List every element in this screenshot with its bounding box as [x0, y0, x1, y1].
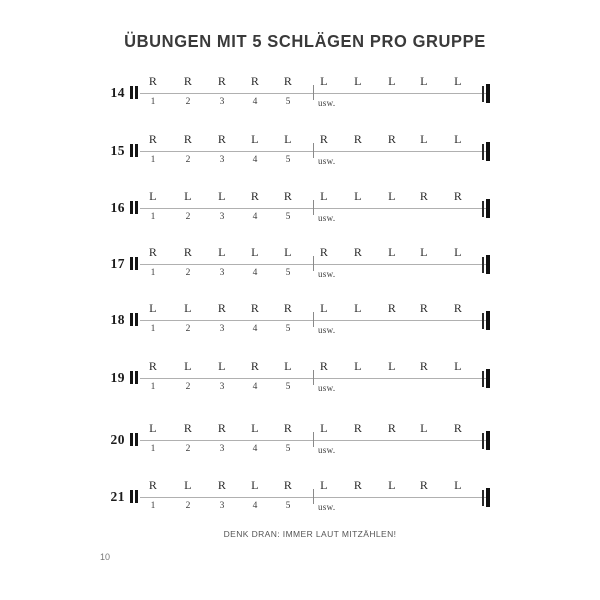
sticking-letter: L [251, 478, 259, 492]
count-number: 3 [219, 268, 225, 278]
sticking-letter: R [183, 74, 193, 88]
group-separator-barline [313, 370, 314, 385]
sticking-letter: R [353, 132, 363, 146]
page-title: ÜBUNGEN MIT 5 SCHLÄGEN PRO GRUPPE [124, 32, 486, 52]
sticking-letter: R [319, 132, 329, 146]
exercise-row [0, 420, 600, 464]
sticking-letter: L [218, 245, 226, 259]
sticking-letter: R [183, 245, 193, 259]
final-barline-icon [481, 199, 491, 218]
count-number: 1 [150, 324, 156, 334]
sticking-letter: R [148, 245, 158, 259]
sticking-letter: L [420, 74, 428, 88]
sticking-letter: R [217, 301, 227, 315]
count-number: 1 [150, 501, 156, 511]
count-number: 5 [285, 268, 291, 278]
sticking-letter: L [320, 189, 328, 203]
begin-double-barline-icon [130, 433, 138, 446]
count-number: 2 [185, 501, 191, 511]
group-separator-barline [313, 312, 314, 327]
count-number: 5 [285, 155, 291, 165]
sticking-letter: R [353, 478, 363, 492]
sticking-letter: L [284, 245, 292, 259]
count-number: 5 [285, 97, 291, 107]
sticking-letter: R [419, 359, 429, 373]
sticking-letter: L [420, 245, 428, 259]
begin-double-barline-icon [130, 313, 138, 326]
count-number: 4 [252, 268, 258, 278]
page-number: 10 [100, 552, 111, 562]
count-number: 3 [219, 324, 225, 334]
sticking-letter: R [183, 132, 193, 146]
sticking-letter: R [453, 421, 463, 435]
final-barline-icon [481, 431, 491, 450]
begin-double-barline-icon [130, 490, 138, 503]
sticking-letter: R [319, 245, 329, 259]
sticking-letter: R [250, 74, 260, 88]
count-number: 5 [285, 212, 291, 222]
exercise-row [0, 244, 600, 288]
sticking-letter: L [354, 189, 362, 203]
sticking-letter: L [454, 359, 462, 373]
sticking-letter: L [251, 132, 259, 146]
count-number: 1 [150, 444, 156, 454]
sticking-letter: R [250, 359, 260, 373]
count-number: 1 [150, 155, 156, 165]
count-number: 3 [219, 501, 225, 511]
sticking-letter: R [148, 74, 158, 88]
exercise-number: 20 [110, 432, 125, 447]
sticking-letter: L [184, 301, 192, 315]
etc-label: usw. [318, 213, 336, 223]
sticking-letter: R [283, 301, 293, 315]
exercise-number: 18 [110, 312, 125, 327]
count-number: 1 [150, 97, 156, 107]
final-barline-icon [481, 488, 491, 507]
sticking-letter: R [387, 301, 397, 315]
count-number: 4 [252, 212, 258, 222]
count-number: 3 [219, 97, 225, 107]
sticking-letter: R [250, 189, 260, 203]
exercise-number: 14 [110, 85, 125, 100]
count-number: 3 [219, 382, 225, 392]
count-number: 1 [150, 382, 156, 392]
sticking-letter: R [283, 421, 293, 435]
count-number: 4 [252, 444, 258, 454]
sticking-letter: L [184, 189, 192, 203]
count-number: 3 [219, 212, 225, 222]
group-separator-barline [313, 85, 314, 100]
count-number: 4 [252, 382, 258, 392]
count-number: 5 [285, 324, 291, 334]
count-number: 1 [150, 212, 156, 222]
sticking-letter: L [218, 189, 226, 203]
sticking-letter: R [148, 478, 158, 492]
exercise-row [0, 300, 600, 344]
sticking-letter: L [388, 478, 396, 492]
count-number: 4 [252, 501, 258, 511]
sticking-letter: L [454, 132, 462, 146]
exercise-number: 21 [110, 489, 125, 504]
sticking-letter: L [388, 189, 396, 203]
group-separator-barline [313, 143, 314, 158]
sticking-letter: R [217, 74, 227, 88]
exercise-number: 15 [110, 143, 125, 158]
sticking-letter: R [387, 132, 397, 146]
sticking-letter: L [284, 132, 292, 146]
sticking-letter: R [217, 421, 227, 435]
count-number: 4 [252, 155, 258, 165]
sticking-letter: R [353, 421, 363, 435]
sticking-letter: L [420, 132, 428, 146]
count-number: 2 [185, 444, 191, 454]
exercise-row [0, 188, 600, 232]
count-number: 5 [285, 444, 291, 454]
sticking-letter: R [148, 132, 158, 146]
count-number: 2 [185, 382, 191, 392]
count-number: 2 [185, 155, 191, 165]
exercise-row [0, 131, 600, 175]
exercise-number: 17 [110, 256, 125, 271]
sticking-letter: R [283, 74, 293, 88]
sticking-letter: L [218, 359, 226, 373]
final-barline-icon [481, 369, 491, 388]
sticking-letter: L [454, 245, 462, 259]
sticking-letter: R [148, 359, 158, 373]
sticking-letter: L [320, 478, 328, 492]
count-number: 2 [185, 268, 191, 278]
sticking-letter: R [217, 132, 227, 146]
sticking-letter: L [184, 478, 192, 492]
begin-double-barline-icon [130, 257, 138, 270]
sticking-letter: R [453, 189, 463, 203]
final-barline-icon [481, 311, 491, 330]
sticking-letter: L [251, 421, 259, 435]
sticking-letter: L [320, 74, 328, 88]
count-number: 2 [185, 97, 191, 107]
etc-label: usw. [318, 269, 336, 279]
begin-double-barline-icon [130, 371, 138, 384]
exercise-row [0, 477, 600, 521]
sticking-letter: L [149, 301, 157, 315]
etc-label: usw. [318, 156, 336, 166]
sticking-letter: L [354, 359, 362, 373]
final-barline-icon [481, 84, 491, 103]
sticking-letter: R [419, 301, 429, 315]
count-number: 5 [285, 382, 291, 392]
sticking-letter: L [354, 74, 362, 88]
sticking-letter: L [251, 245, 259, 259]
sticking-letter: L [149, 189, 157, 203]
sticking-letter: L [454, 74, 462, 88]
count-number: 3 [219, 155, 225, 165]
sticking-letter: L [320, 301, 328, 315]
sticking-letter: L [284, 359, 292, 373]
sticking-letter: L [420, 421, 428, 435]
sticking-letter: L [388, 74, 396, 88]
etc-label: usw. [318, 325, 336, 335]
count-number: 2 [185, 212, 191, 222]
sticking-letter: R [283, 189, 293, 203]
count-number: 3 [219, 444, 225, 454]
sticking-letter: L [388, 359, 396, 373]
sticking-letter: L [354, 301, 362, 315]
sticking-letter: R [453, 301, 463, 315]
sticking-letter: R [419, 478, 429, 492]
final-barline-icon [481, 255, 491, 274]
sticking-letter: L [320, 421, 328, 435]
etc-label: usw. [318, 383, 336, 393]
sticking-letter: R [183, 421, 193, 435]
sticking-letter: R [387, 421, 397, 435]
sticking-letter: L [454, 478, 462, 492]
etc-label: usw. [318, 445, 336, 455]
count-number: 1 [150, 268, 156, 278]
exercise-number: 19 [110, 370, 125, 385]
count-number: 2 [185, 324, 191, 334]
footer-note: DENK DRAN: IMMER LAUT MITZÄHLEN! [223, 529, 397, 539]
etc-label: usw. [318, 98, 336, 108]
begin-double-barline-icon [130, 144, 138, 157]
begin-double-barline-icon [130, 86, 138, 99]
sticking-letter: R [283, 478, 293, 492]
exercise-row [0, 73, 600, 117]
sticking-letter: R [419, 189, 429, 203]
count-number: 4 [252, 97, 258, 107]
sticking-letter: L [184, 359, 192, 373]
group-separator-barline [313, 489, 314, 504]
count-number: 4 [252, 324, 258, 334]
group-separator-barline [313, 256, 314, 271]
final-barline-icon [481, 142, 491, 161]
count-number: 5 [285, 501, 291, 511]
group-separator-barline [313, 200, 314, 215]
sticking-letter: R [217, 478, 227, 492]
sticking-letter: R [353, 245, 363, 259]
etc-label: usw. [318, 502, 336, 512]
sticking-letter: L [149, 421, 157, 435]
sticking-letter: R [250, 301, 260, 315]
exercise-row [0, 358, 600, 402]
begin-double-barline-icon [130, 201, 138, 214]
exercise-number: 16 [110, 200, 125, 215]
group-separator-barline [313, 432, 314, 447]
sticking-letter: R [319, 359, 329, 373]
sticking-letter: L [388, 245, 396, 259]
